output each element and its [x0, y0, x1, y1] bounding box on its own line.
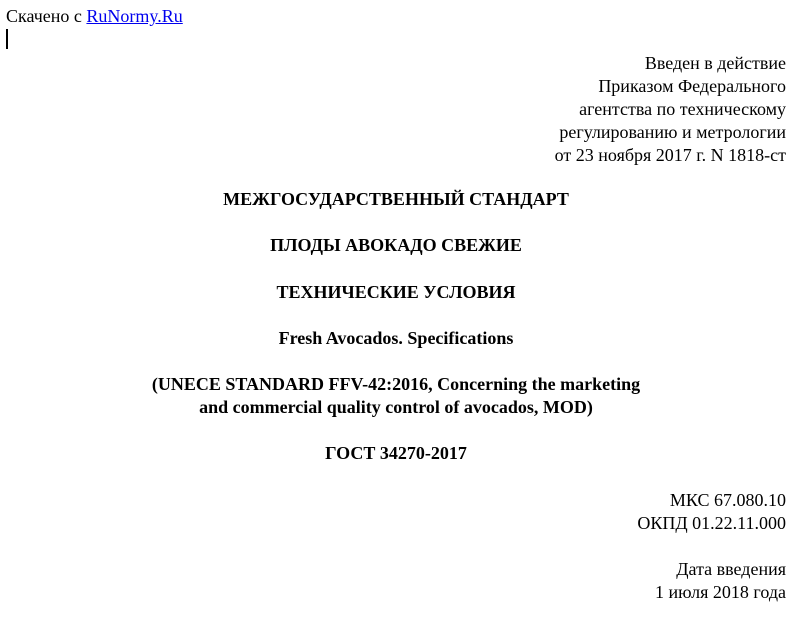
okpd-code: ОКПД 01.22.11.000: [637, 513, 786, 533]
introduction-date-block: [655, 558, 786, 604]
text-cursor: [6, 29, 8, 49]
enactment-line: Введен в действие: [644, 53, 786, 73]
downloaded-prefix: Скачено с: [6, 6, 82, 26]
standard-subtitle-heading: ТЕХНИЧЕСКИЕ УСЛОВИЯ: [276, 282, 516, 302]
enactment-line: агентства по техническому: [579, 99, 786, 119]
enactment-line: регулированию и метрологии: [559, 122, 786, 142]
standard-name-heading: ПЛОДЫ АВОКАДО СВЕЖИЕ: [270, 235, 522, 255]
introduction-date-label: Дата введения: [676, 559, 786, 579]
unece-reference-line: (UNECE STANDARD FFV-42:2016, Concerning the marketing: [151, 374, 641, 394]
enactment-line: от 23 ноября 2017 г. N 1818-ст: [554, 145, 786, 165]
unece-reference-line: and commercial quality control of avocados, MOD): [199, 397, 593, 417]
runormy-link[interactable]: RuNormy.Ru: [86, 6, 183, 26]
enactment-block: [555, 52, 786, 167]
mks-code: МКС 67.080.10: [669, 490, 786, 510]
enactment-line: Приказом Федерального: [598, 76, 786, 96]
english-name-heading: Fresh Avocados. Specifications: [278, 328, 514, 348]
unece-reference: [0, 373, 792, 419]
classification-codes: [637, 489, 786, 535]
introduction-date-value: 1 июля 2018 года: [655, 582, 786, 602]
standard-type-heading: МЕЖГОСУДАРСТВЕННЫЙ СТАНДАРТ: [223, 189, 569, 209]
gost-number-heading: ГОСТ 34270-2017: [325, 443, 467, 463]
downloaded-from-line: [6, 5, 183, 27]
